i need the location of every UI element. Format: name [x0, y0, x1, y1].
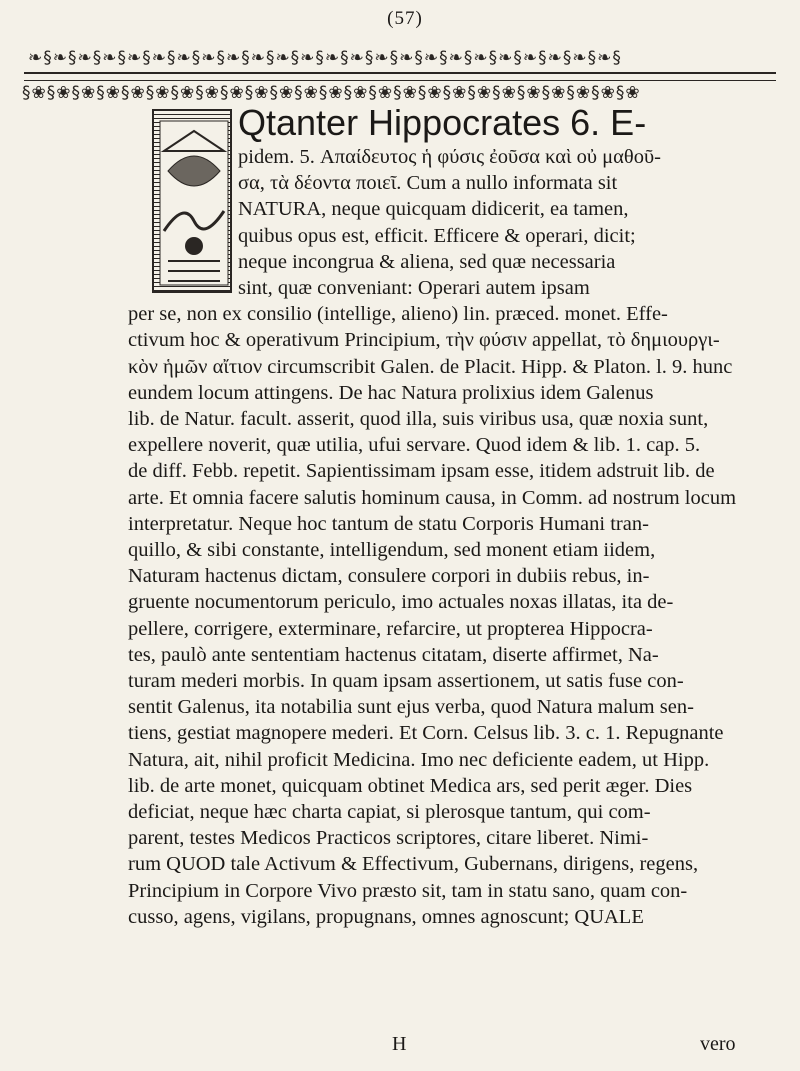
text-line: expellere noverit, quæ utilia, ufui servare. Quod idem & lib. 1. cap. 5. [128, 434, 701, 457]
text-line: pidem. 5. Απαίδευτος ἡ φύσις ἐοῦσα καὶ οὐ μαθοῦ- [238, 146, 661, 168]
text-line: Principium in Corpore Vivo præsto sit, tam in statu sano, quam con- [128, 879, 688, 902]
text-line: deficiat, neque hæc charta capiat, si plerosque tantum, qui com- [128, 801, 651, 824]
text-line: Naturam hactenus dictam, consulere corpori in dubiis rebus, in- [128, 565, 650, 588]
text-line: pellere, corrigere, exterminare, refarcire, ut propterea Hippocra- [128, 617, 653, 640]
page-header [0, 8, 800, 30]
text-line: tiens, gestiat magnopere mederi. Et Corn. Celsus lib. 3. c. 1. Repugnante [128, 722, 724, 745]
header-rule-thin [24, 80, 776, 81]
signature-mark: H [392, 1033, 407, 1055]
text-line: eundem locum attingens. De hac Natura prolixius idem Galenus [128, 381, 654, 404]
text-line: κὸν ἡμῶν αἴτιον circumscribit Galen. de Placit. Hipp. & Platon. l. 9. hunc [128, 355, 733, 378]
ornament-band-bottom: §❀§❀§❀§❀§❀§❀§❀§❀§❀§❀§❀§❀§❀§❀§❀§❀§❀§❀§❀§❀§❀§❀§❀§❀§❀ [22, 83, 641, 103]
text-line: turam mederi morbis. In quam ipsam assertionem, ut satis fuse con- [128, 670, 684, 693]
text-line: rum QUOD tale Activum & Effectivum, Gubernans, dirigens, regens, [128, 853, 699, 876]
page-number: (57) [387, 8, 423, 29]
text-line: sentit Galenus, ita notabilia sunt ejus verba, quod Natura malum sen- [128, 696, 694, 719]
text-line: per se, non ex consilio (intellige, alieno) lin. præced. monet. Effe- [128, 303, 668, 326]
text-line: Natura, ait, nihil proficit Medicina. Imo nec deficiente eadem, ut Hipp. [128, 748, 710, 771]
text-line: quillo, & sibi constante, intelligendum, sed monent etiam iidem, [128, 539, 656, 562]
text-line: cusso, agens, vigilans, propugnans, omnes agnoscunt; QUALE [128, 905, 644, 928]
opening-heading: Qtanter Hippocrates 6. E- [238, 102, 647, 143]
text-line: ctivum hoc & operativum Principium, τὴν φύσιν appellat, τὸ δημιουργι- [128, 329, 720, 352]
text-line: interpretatur. Neque hoc tantum de statu Corporis Humani tran- [128, 512, 649, 535]
text-line: parent, testes Medicos Practicos scriptores, citare liberet. Nimi- [128, 827, 649, 850]
text-line: sint, quæ conveniant: Operari autem ipsam [238, 277, 590, 300]
text-line: lib. de Natur. facult. asserit, quod illa, suis viribus usa, quæ noxia sunt, [128, 408, 709, 431]
header-rule [24, 72, 776, 74]
text-line: gruente nocumentorum periculo, imo actuales noxas illatas, ita de- [128, 591, 674, 614]
text-line: lib. de arte monet, quicquam obtinet Medica ars, sed perit æger. Dies [128, 774, 693, 797]
text-line: tes, paulò ante sententiam hactenus citatam, diserte affirmet, Na- [128, 643, 659, 666]
text-line: NATURA, neque quicquam didicerit, ea tamen, [238, 198, 629, 221]
text-line: quibus opus est, efficit. Efficere & operari, dicit; [238, 224, 636, 247]
text-line: neque incongrua & aliena, sed quæ necessaria [238, 250, 616, 273]
catchword: vero [700, 1033, 736, 1055]
body-text [128, 102, 770, 930]
ornament-band-top: ❧§❧§❧§❧§❧§❧§❧§❧§❧§❧§❧§❧§❧§❧§❧§❧§❧§❧§❧§❧§❧§❧§❧§❧§ [28, 48, 622, 68]
text-line: de diff. Febb. repetit. Sapientissimam ipsam esse, itidem adstruit lib. de [128, 460, 715, 483]
text-line: σα, τὰ δέοντα ποιεῖ. Cum a nullo informata sit [238, 172, 618, 195]
text-line: arte. Et omnia facere salutis hominum causa, in Comm. ad nostrum locum [128, 486, 737, 509]
